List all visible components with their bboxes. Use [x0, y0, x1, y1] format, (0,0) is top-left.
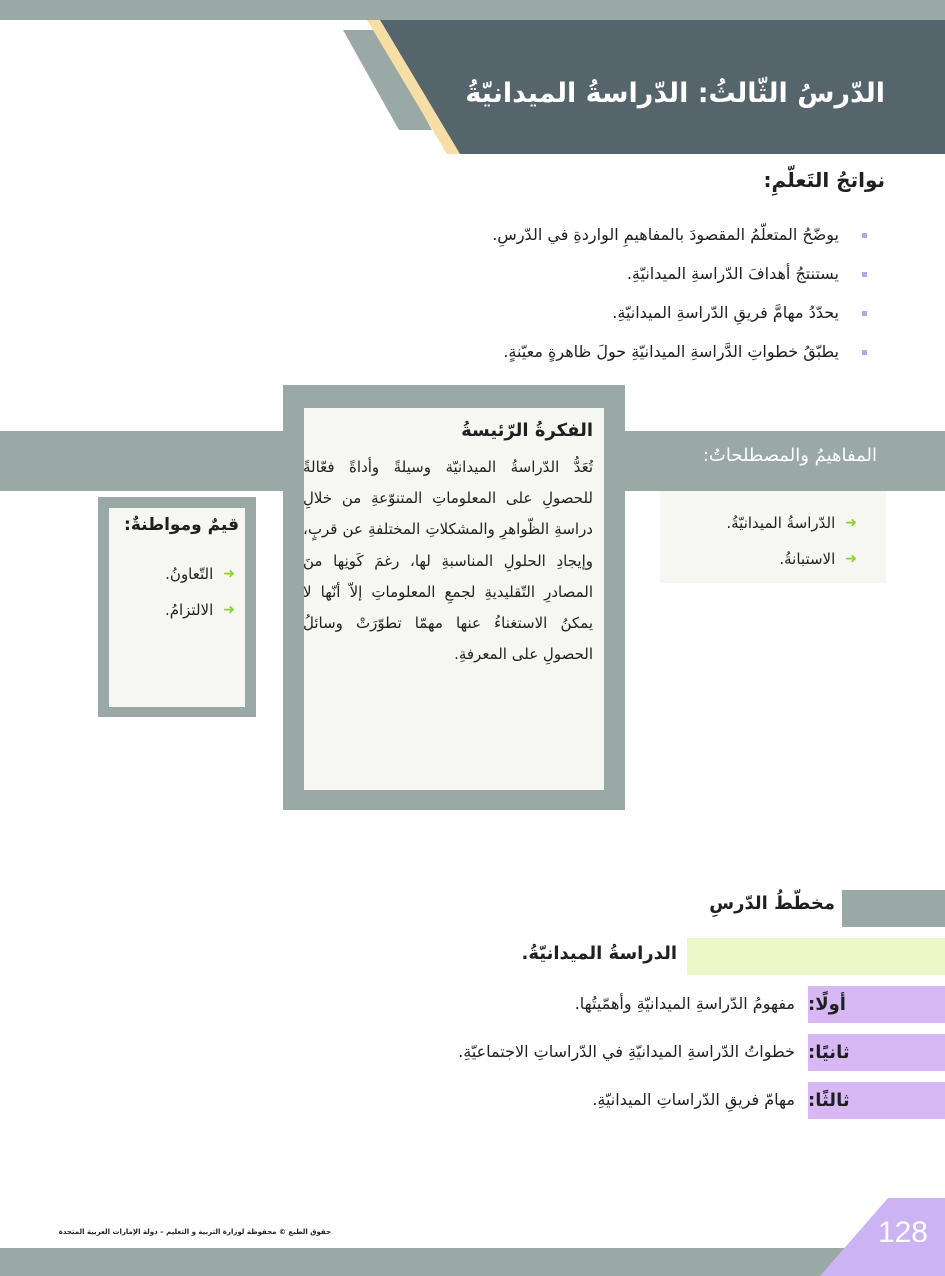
arrow-right-icon: ➜ [845, 515, 857, 531]
lesson-title: الدّرسُ الثّالثُ: الدّراسةُ الميدانيّةُ [465, 78, 885, 109]
list-item: ➜ الاستبانةُ. [779, 550, 857, 568]
lesson-plan-heading: مخطّطُ الدّرسِ [709, 893, 835, 914]
lesson-plan-heading-box [842, 890, 945, 927]
plan-row-text: مهامّ فريقِ الدّراساتِ الميدانيّةِ. [592, 1090, 795, 1109]
list-item: ➜ الدّراسةُ الميدانيّةُ. [726, 514, 857, 532]
plan-row-text: مفهومُ الدّراسةِ الميدانيّةِ وأهمّيتُها. [574, 994, 795, 1013]
main-idea-text: تُعَدُّ الدّراسةُ الميدانيّة وسيلةً وأداةً فعّالةً للحصولِ على المعلوماتِ المتنوّعةِ من خلالِ دراسةِ الظّواهرِ والمشكلاتِ المختلفةِ عن قربٍ، وإيجادِ الحلولِ المناسبةِ لها، رغمَ كَونِها منَ المصادرِ التّقليديةِ لجمعِ المعلوماتِ إلاّ أنّها لا يمكنُ الاستغناءُ عنها مهمّا تطوّرَتْ وسائلُ الحصولِ على المعرفةِ. [303, 458, 593, 664]
plan-row-label: أولًا: [808, 986, 945, 1023]
lesson-topic-box [687, 938, 945, 975]
plan-row-label: ثالثًا: [808, 1082, 945, 1119]
list-item: يحدّدُ مهامَّ فريقِ الدّراسةِ الميدانيّةِ. [307, 303, 867, 342]
concepts-list [726, 505, 857, 577]
list-item: يوضّحُ المتعلّمُ المقصودَ بالمفاهيمِ الواردةِ في الدّرسِ. [307, 225, 867, 264]
lesson-topic: الدراسةُ الميدانيّةُ. [521, 943, 677, 964]
plan-row-label: ثانيًا: [808, 1034, 945, 1071]
page-number: 128 [877, 1216, 928, 1249]
list-item: ➜ الالتزامُ. [164, 601, 235, 619]
learning-outcomes-heading: نواتجُ التَعلّمِ: [763, 168, 885, 192]
list-item: يستنتجُ أهدافَ الدّراسةِ الميدانيّةِ. [307, 264, 867, 303]
list-item: يطبّقُ خطواتِ الدَّراسةِ الميدانيّةِ حولَ ظاهرةٍ معيّنةٍ. [307, 342, 867, 381]
plan-row-text: خطواتُ الدّراسةِ الميدانيّةِ في الدّراساتِ الاجتماعيّةِ. [458, 1042, 795, 1061]
bullet-icon [862, 350, 867, 355]
main-idea-title: الفكرةُ الرّئيسةُ [461, 420, 593, 441]
arrow-right-icon: ➜ [223, 566, 235, 582]
arrow-right-icon: ➜ [845, 551, 857, 567]
values-title: قيمٌ ومواطنةٌ: [124, 515, 239, 535]
bullet-icon [862, 311, 867, 316]
concepts-heading: المفاهيمُ والمصطلحاتُ: [702, 445, 877, 466]
learning-outcomes-list [307, 225, 867, 381]
copyright-notice: حقوق الطبع © محفوظة لوزارة التربية و التعليم – دولة الإمارات العربية المتحدة [58, 1228, 331, 1236]
arrow-right-icon: ➜ [223, 602, 235, 618]
bottom-gray-strip [0, 1248, 945, 1276]
bullet-icon [862, 233, 867, 238]
bullet-icon [862, 272, 867, 277]
values-list [165, 556, 235, 628]
list-item: ➜ التّعاونُ. [165, 565, 235, 583]
